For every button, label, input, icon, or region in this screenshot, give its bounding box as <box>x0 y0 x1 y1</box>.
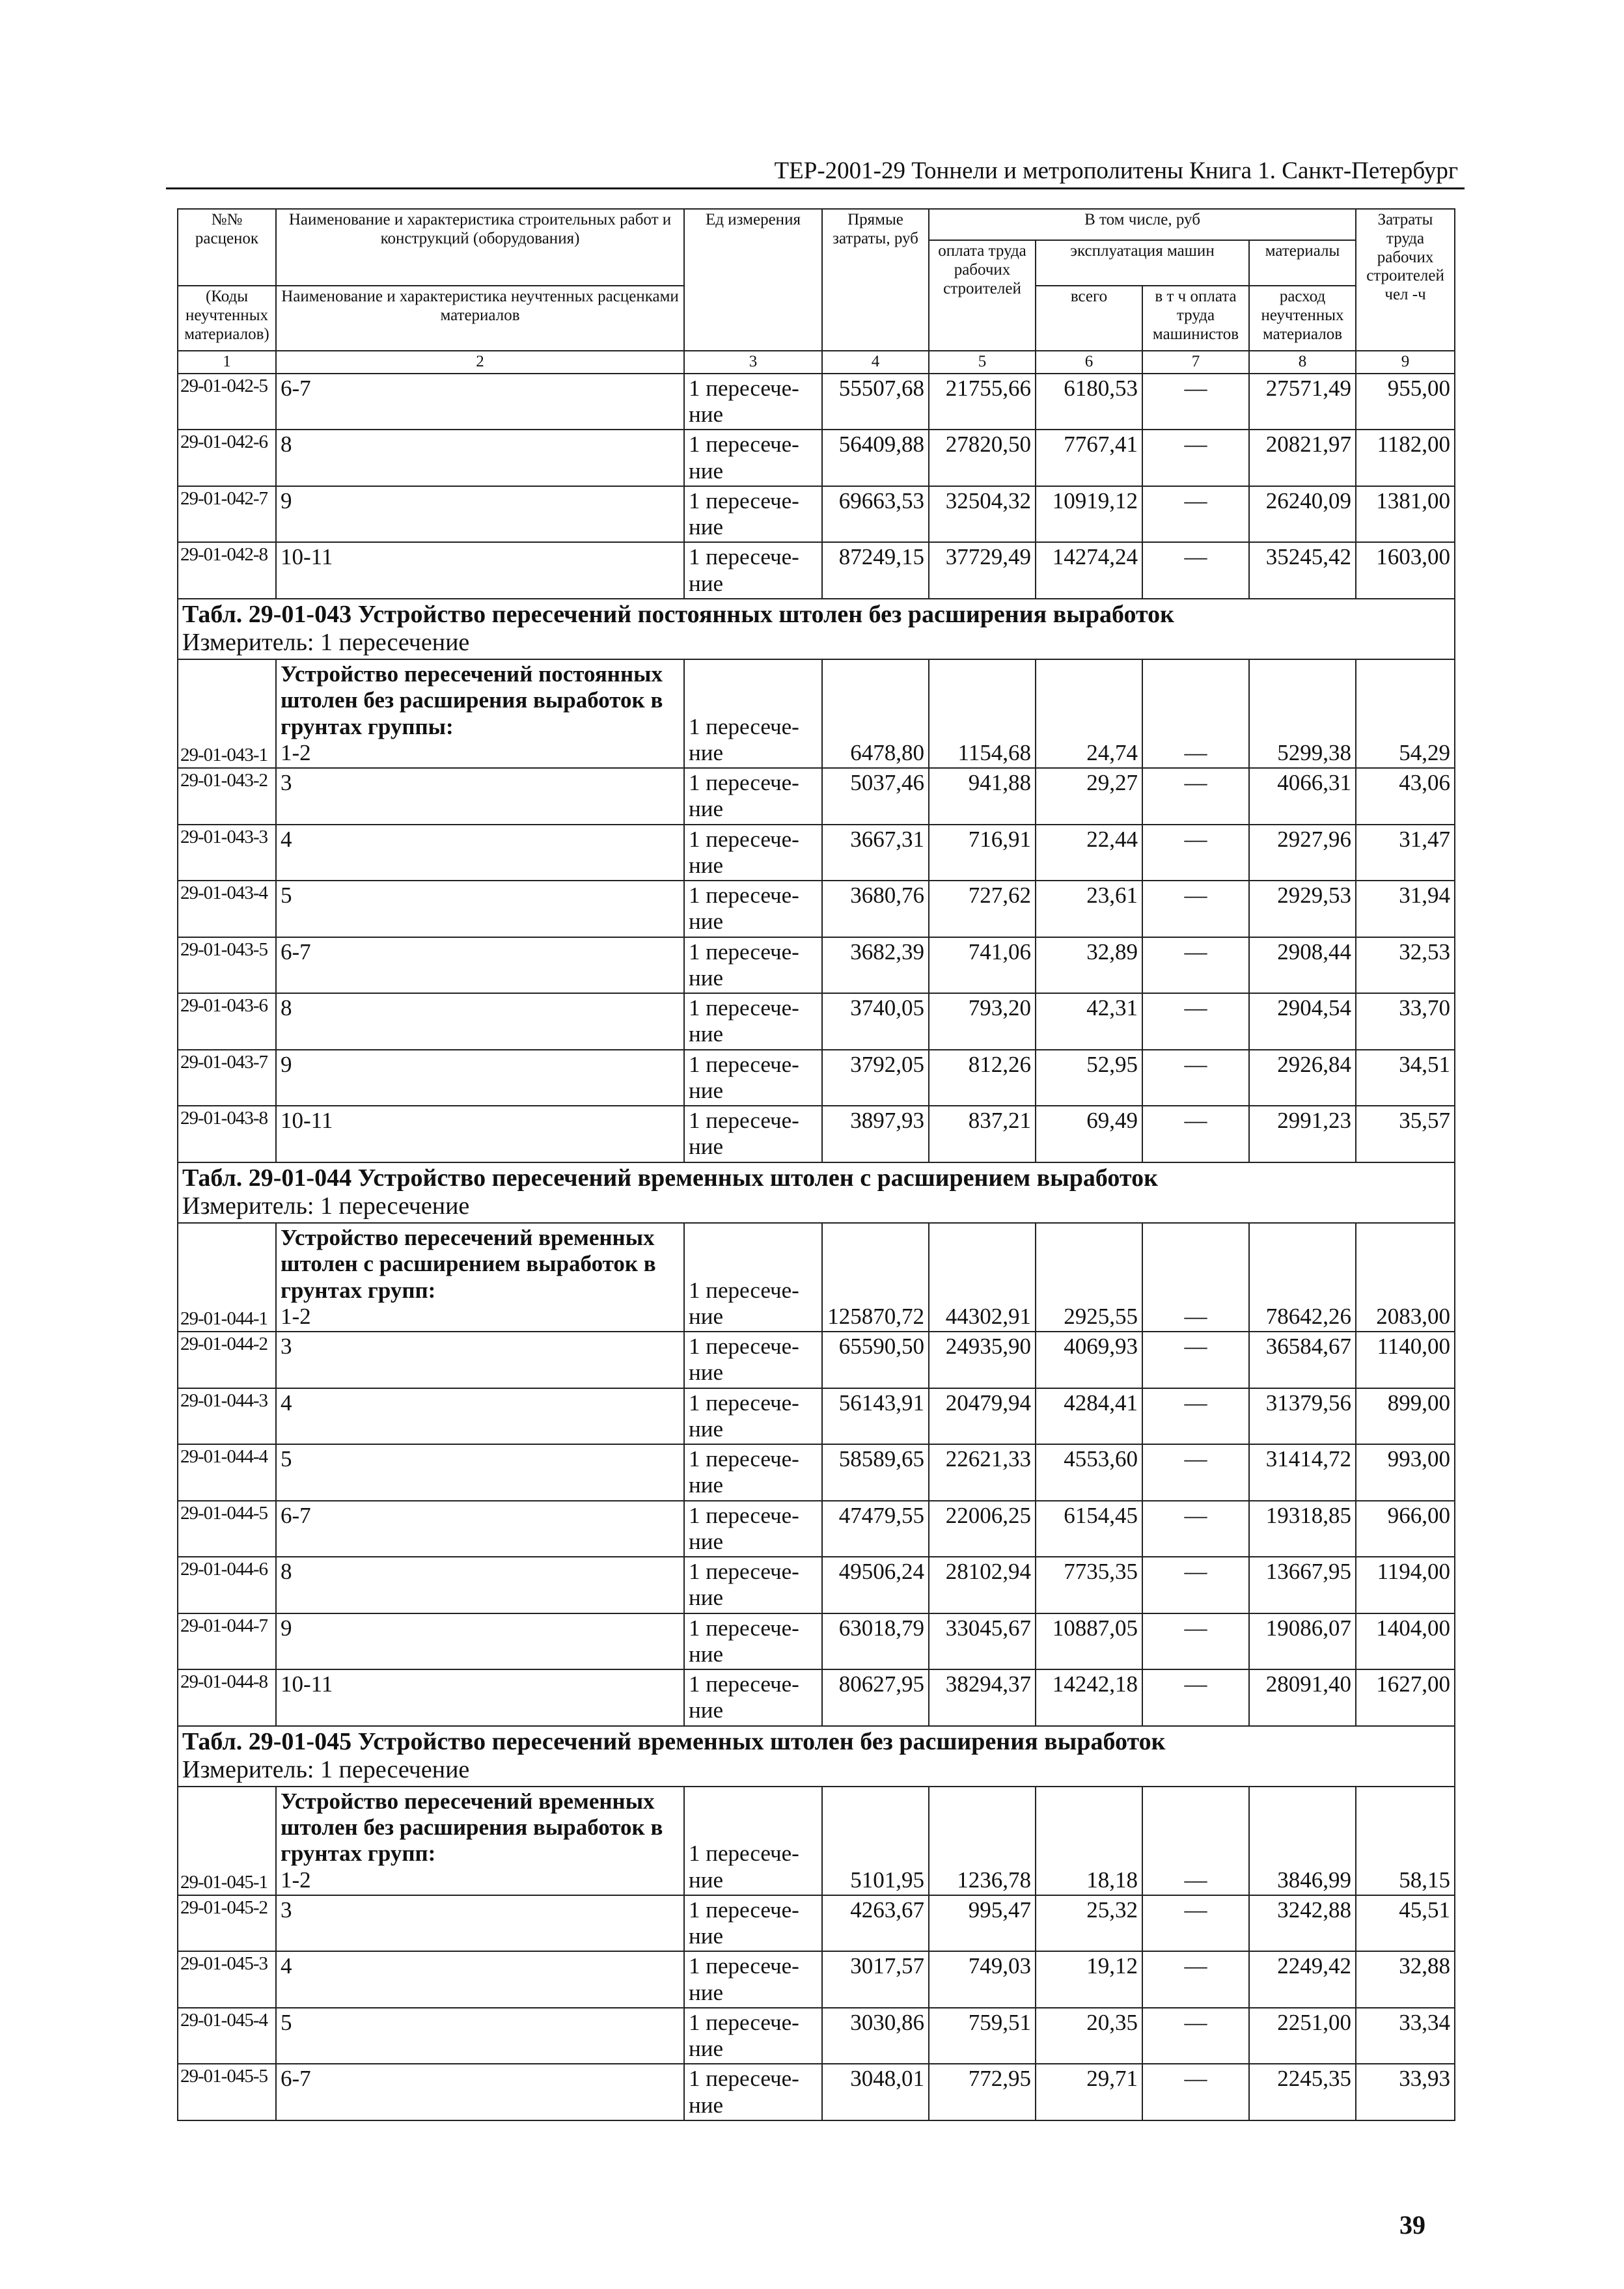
operator-cost: — <box>1142 2008 1249 2064</box>
table-row <box>178 2008 1455 2064</box>
rate-unit: 1 пересече- ние <box>684 374 822 430</box>
operator-cost: — <box>1142 430 1249 486</box>
rate-name: 3 <box>276 1895 684 1952</box>
operator-cost: — <box>1142 1787 1249 1895</box>
labor-cost: 20479,94 <box>929 1388 1036 1445</box>
rate-unit: 1 пересече- ние <box>684 1501 822 1557</box>
machine-cost: 24,74 <box>1036 659 1142 768</box>
labor-cost: 1154,68 <box>929 659 1036 768</box>
table-row <box>178 659 1455 768</box>
rate-name: 10-11 <box>276 542 684 599</box>
rate-code: 29-01-045-2 <box>178 1895 276 1952</box>
direct-cost: 56143,91 <box>822 1388 929 1445</box>
col-code-bottom: (Коды неучтенных материалов) <box>178 286 276 351</box>
rate-unit: 1 пересече- ние <box>684 2008 822 2064</box>
operator-cost: — <box>1142 881 1249 937</box>
rate-name <box>276 1223 684 1332</box>
machine-cost: 6180,53 <box>1036 374 1142 430</box>
machine-cost: 29,27 <box>1036 768 1142 825</box>
material-cost: 5299,38 <box>1249 659 1356 768</box>
material-cost: 36584,67 <box>1249 1332 1356 1388</box>
section-meter: Измеритель: 1 пересечение <box>182 1756 470 1784</box>
labor-cost: 749,03 <box>929 1951 1036 2008</box>
material-cost: 2908,44 <box>1249 937 1356 994</box>
table-row <box>178 825 1455 881</box>
direct-cost: 65590,50 <box>822 1332 929 1388</box>
labor-cost: 22621,33 <box>929 1444 1036 1501</box>
labor-cost: 772,95 <box>929 2064 1036 2120</box>
operator-cost: — <box>1142 1106 1249 1162</box>
section-title-cell <box>178 1162 1455 1223</box>
col-number: 5 <box>929 351 1036 374</box>
operator-cost: — <box>1142 768 1249 825</box>
machine-cost: 10919,12 <box>1036 486 1142 543</box>
labor-hours: 45,51 <box>1356 1895 1455 1952</box>
rate-unit: 1 пересече- ние <box>684 1895 822 1952</box>
table-row <box>178 1557 1455 1613</box>
material-cost: 3242,88 <box>1249 1895 1356 1952</box>
rate-code: 29-01-044-5 <box>178 1501 276 1557</box>
rate-code: 29-01-043-7 <box>178 1050 276 1106</box>
operator-cost: — <box>1142 2064 1249 2120</box>
rate-name: 6-7 <box>276 374 684 430</box>
direct-cost: 3897,93 <box>822 1106 929 1162</box>
labor-cost: 812,26 <box>929 1050 1036 1106</box>
material-cost: 4066,31 <box>1249 768 1356 825</box>
col-materials-top: материалы <box>1249 240 1356 286</box>
labor-hours: 1140,00 <box>1356 1332 1455 1388</box>
col-name-top: Наименование и характеристика строительных работ и конструкций (оборудования) <box>276 209 684 286</box>
rate-unit: 1 пересече- ние <box>684 937 822 994</box>
header-row-1 <box>178 209 1455 240</box>
rate-code: 29-01-044-3 <box>178 1388 276 1445</box>
machine-cost: 32,89 <box>1036 937 1142 994</box>
rate-unit: 1 пересече- ние <box>684 1332 822 1388</box>
machine-cost: 14242,18 <box>1036 1669 1142 1726</box>
rate-code: 29-01-045-3 <box>178 1951 276 2008</box>
labor-hours: 1404,00 <box>1356 1613 1455 1670</box>
rate-unit: 1 пересече- ние <box>684 1223 822 1332</box>
col-name-bottom: Наименование и характеристика неучтенных расценками материалов <box>276 286 684 351</box>
table-row <box>178 1613 1455 1670</box>
direct-cost: 87249,15 <box>822 542 929 599</box>
table-row <box>178 1050 1455 1106</box>
rate-unit: 1 пересече- ние <box>684 881 822 937</box>
labor-cost: 27820,50 <box>929 430 1036 486</box>
labor-hours: 34,51 <box>1356 1050 1455 1106</box>
material-cost: 2904,54 <box>1249 993 1356 1050</box>
rate-name: 4 <box>276 1388 684 1445</box>
rate-code: 29-01-042-6 <box>178 430 276 486</box>
operator-cost: — <box>1142 825 1249 881</box>
col-number: 9 <box>1356 351 1455 374</box>
direct-cost: 3792,05 <box>822 1050 929 1106</box>
table-row <box>178 1106 1455 1162</box>
labor-hours: 993,00 <box>1356 1444 1455 1501</box>
col-machines: всего <box>1036 286 1142 351</box>
table-row <box>178 486 1455 543</box>
col-unit: Ед измерения <box>684 209 822 351</box>
section-title-cell <box>178 599 1455 659</box>
labor-hours: 58,15 <box>1356 1787 1455 1895</box>
col-number: 3 <box>684 351 822 374</box>
labor-cost: 33045,67 <box>929 1613 1036 1670</box>
section-title-cell <box>178 1726 1455 1787</box>
table-row <box>178 1669 1455 1726</box>
rate-code: 29-01-044-2 <box>178 1332 276 1388</box>
labor-cost: 759,51 <box>929 2008 1036 2064</box>
rate-name: 6-7 <box>276 1501 684 1557</box>
col-labor: оплата труда рабочих строителей <box>929 240 1036 351</box>
material-cost: 13667,95 <box>1249 1557 1356 1613</box>
machine-cost: 7735,35 <box>1036 1557 1142 1613</box>
machine-cost: 4553,60 <box>1036 1444 1142 1501</box>
table-row <box>178 1951 1455 2008</box>
rate-unit: 1 пересече- ние <box>684 1106 822 1162</box>
direct-cost: 80627,95 <box>822 1669 929 1726</box>
direct-cost: 3740,05 <box>822 993 929 1050</box>
operator-cost: — <box>1142 542 1249 599</box>
rate-unit: 1 пересече- ние <box>684 659 822 768</box>
direct-cost: 5101,95 <box>822 1787 929 1895</box>
labor-hours: 966,00 <box>1356 1501 1455 1557</box>
col-number: 6 <box>1036 351 1142 374</box>
rate-code: 29-01-043-6 <box>178 993 276 1050</box>
machine-cost: 19,12 <box>1036 1951 1142 2008</box>
material-cost: 2251,00 <box>1249 2008 1356 2064</box>
table-row <box>178 374 1455 430</box>
col-number: 1 <box>178 351 276 374</box>
labor-hours: 43,06 <box>1356 768 1455 825</box>
machine-cost: 20,35 <box>1036 2008 1142 2064</box>
col-number: 4 <box>822 351 929 374</box>
material-cost: 2929,53 <box>1249 881 1356 937</box>
direct-cost: 3048,01 <box>822 2064 929 2120</box>
machine-cost: 18,18 <box>1036 1787 1142 1895</box>
labor-cost: 28102,94 <box>929 1557 1036 1613</box>
rate-unit: 1 пересече- ние <box>684 1444 822 1501</box>
rate-name <box>276 1787 684 1895</box>
running-header <box>166 155 1465 189</box>
rate-unit: 1 пересече- ние <box>684 1951 822 2008</box>
operator-cost: — <box>1142 1557 1249 1613</box>
direct-cost: 3030,86 <box>822 2008 929 2064</box>
rate-unit: 1 пересече- ние <box>684 2064 822 2120</box>
rate-code: 29-01-044-8 <box>178 1669 276 1726</box>
machine-cost: 2925,55 <box>1036 1223 1142 1332</box>
rate-code: 29-01-045-4 <box>178 2008 276 2064</box>
rate-name: 10-11 <box>276 1106 684 1162</box>
rate-code: 29-01-043-8 <box>178 1106 276 1162</box>
col-group: В том числе, руб <box>929 209 1356 240</box>
labor-hours: 2083,00 <box>1356 1223 1455 1332</box>
group-title: Устройство пересечений временных штолен с расширением выработок в грунтах групп: <box>281 1225 656 1303</box>
labor-cost: 22006,25 <box>929 1501 1036 1557</box>
rate-name: 3 <box>276 1332 684 1388</box>
labor-cost: 837,21 <box>929 1106 1036 1162</box>
direct-cost: 5037,46 <box>822 768 929 825</box>
col-number: 7 <box>1142 351 1249 374</box>
rate-code: 29-01-042-7 <box>178 486 276 543</box>
rate-unit: 1 пересече- ние <box>684 1050 822 1106</box>
rate-name: 9 <box>276 486 684 543</box>
operator-cost: — <box>1142 1895 1249 1952</box>
material-cost: 20821,97 <box>1249 430 1356 486</box>
rates-table <box>177 208 1455 2121</box>
operator-cost: — <box>1142 1050 1249 1106</box>
section-meter: Измеритель: 1 пересечение <box>182 1192 470 1220</box>
operator-cost: — <box>1142 1501 1249 1557</box>
labor-hours: 33,93 <box>1356 2064 1455 2120</box>
material-cost: 3846,99 <box>1249 1787 1356 1895</box>
table-row <box>178 1388 1455 1445</box>
section-title: Табл. 29-01-045 Устройство пересечений временных штолен без расширения выработок <box>182 1727 1166 1755</box>
rate-unit: 1 пересече- ние <box>684 542 822 599</box>
table-row <box>178 937 1455 994</box>
material-cost: 2927,96 <box>1249 825 1356 881</box>
direct-cost: 69663,53 <box>822 486 929 543</box>
rate-name: 4 <box>276 825 684 881</box>
machine-cost: 69,49 <box>1036 1106 1142 1162</box>
direct-cost: 49506,24 <box>822 1557 929 1613</box>
rate-name: 1-2 <box>281 1303 311 1329</box>
table-row <box>178 1223 1455 1332</box>
direct-cost: 3682,39 <box>822 937 929 994</box>
rate-name: 8 <box>276 993 684 1050</box>
rate-name: 5 <box>276 1444 684 1501</box>
labor-cost: 1236,78 <box>929 1787 1036 1895</box>
labor-hours: 31,47 <box>1356 825 1455 881</box>
material-cost: 28091,40 <box>1249 1669 1356 1726</box>
labor-cost: 727,62 <box>929 881 1036 937</box>
material-cost: 31379,56 <box>1249 1388 1356 1445</box>
labor-hours: 955,00 <box>1356 374 1455 430</box>
direct-cost: 56409,88 <box>822 430 929 486</box>
material-cost: 19086,07 <box>1249 1613 1356 1670</box>
labor-cost: 741,06 <box>929 937 1036 994</box>
operator-cost: — <box>1142 486 1249 543</box>
table-row <box>178 1787 1455 1895</box>
operator-cost: — <box>1142 1388 1249 1445</box>
rate-name: 5 <box>276 881 684 937</box>
machine-cost: 4284,41 <box>1036 1388 1142 1445</box>
direct-cost: 63018,79 <box>822 1613 929 1670</box>
rate-code: 29-01-044-1 <box>178 1223 276 1332</box>
direct-cost: 3017,57 <box>822 1951 929 2008</box>
rate-code: 29-01-043-5 <box>178 937 276 994</box>
direct-cost: 55507,68 <box>822 374 929 430</box>
machine-cost: 4069,93 <box>1036 1332 1142 1388</box>
material-cost: 35245,42 <box>1249 542 1356 599</box>
direct-cost: 58589,65 <box>822 1444 929 1501</box>
direct-cost: 6478,80 <box>822 659 929 768</box>
rate-code: 29-01-045-5 <box>178 2064 276 2120</box>
labor-hours: 54,29 <box>1356 659 1455 768</box>
labor-hours: 1194,00 <box>1356 1557 1455 1613</box>
column-numbers-row <box>178 351 1455 374</box>
operator-cost: — <box>1142 1669 1249 1726</box>
table-row <box>178 768 1455 825</box>
section-title-row <box>178 1726 1455 1787</box>
page-number: 39 <box>1399 2210 1425 2240</box>
rate-name: 1-2 <box>281 1867 311 1893</box>
rate-unit: 1 пересече- ние <box>684 1787 822 1895</box>
table-row <box>178 993 1455 1050</box>
operator-cost: — <box>1142 937 1249 994</box>
labor-cost: 37729,49 <box>929 542 1036 599</box>
machine-cost: 22,44 <box>1036 825 1142 881</box>
rate-name: 1-2 <box>281 739 311 765</box>
col-code-top: №№ расценок <box>178 209 276 286</box>
direct-cost: 4263,67 <box>822 1895 929 1952</box>
rate-code: 29-01-043-2 <box>178 768 276 825</box>
operator-cost: — <box>1142 1444 1249 1501</box>
section-title-row <box>178 1162 1455 1223</box>
col-number: 8 <box>1249 351 1356 374</box>
rate-code: 29-01-044-7 <box>178 1613 276 1670</box>
rate-unit: 1 пересече- ние <box>684 993 822 1050</box>
group-title: Устройство пересечений временных штолен без расширения выработок в грунтах групп: <box>281 1788 663 1867</box>
labor-hours: 33,70 <box>1356 993 1455 1050</box>
rate-unit: 1 пересече- ние <box>684 1388 822 1445</box>
table-row <box>178 430 1455 486</box>
rate-name: 10-11 <box>276 1669 684 1726</box>
labor-hours: 32,53 <box>1356 937 1455 994</box>
labor-hours: 1627,00 <box>1356 1669 1455 1726</box>
labor-cost: 793,20 <box>929 993 1036 1050</box>
operator-cost: — <box>1142 659 1249 768</box>
direct-cost: 47479,55 <box>822 1501 929 1557</box>
rate-name: 6-7 <box>276 2064 684 2120</box>
section-title: Табл. 29-01-043 Устройство пересечений постоянных штолен без расширения выработок <box>182 600 1175 628</box>
labor-hours: 31,94 <box>1356 881 1455 937</box>
labor-hours: 1381,00 <box>1356 486 1455 543</box>
rate-code: 29-01-042-5 <box>178 374 276 430</box>
labor-hours: 35,57 <box>1356 1106 1455 1162</box>
rate-name: 4 <box>276 1951 684 2008</box>
labor-cost: 24935,90 <box>929 1332 1036 1388</box>
labor-hours: 33,34 <box>1356 2008 1455 2064</box>
group-title: Устройство пересечений постоянных штолен без расширения выработок в грунтах группы: <box>281 661 663 739</box>
operator-cost: — <box>1142 993 1249 1050</box>
rate-name: 8 <box>276 1557 684 1613</box>
machine-cost: 23,61 <box>1036 881 1142 937</box>
material-cost: 2245,35 <box>1249 2064 1356 2120</box>
rate-code: 29-01-042-8 <box>178 542 276 599</box>
rate-name: 8 <box>276 430 684 486</box>
material-cost: 2249,42 <box>1249 1951 1356 2008</box>
rate-unit: 1 пересече- ние <box>684 825 822 881</box>
labor-hours: 899,00 <box>1356 1388 1455 1445</box>
rate-unit: 1 пересече- ние <box>684 1613 822 1670</box>
labor-hours: 32,88 <box>1356 1951 1455 2008</box>
rate-unit: 1 пересече- ние <box>684 768 822 825</box>
rate-unit: 1 пересече- ние <box>684 1669 822 1726</box>
rate-name: 3 <box>276 768 684 825</box>
material-cost: 31414,72 <box>1249 1444 1356 1501</box>
operator-cost: — <box>1142 1223 1249 1332</box>
labor-hours: 1182,00 <box>1356 430 1455 486</box>
labor-hours: 1603,00 <box>1356 542 1455 599</box>
material-cost: 26240,09 <box>1249 486 1356 543</box>
machine-cost: 29,71 <box>1036 2064 1142 2120</box>
operator-cost: — <box>1142 374 1249 430</box>
rate-name: 9 <box>276 1050 684 1106</box>
table-row <box>178 1895 1455 1952</box>
header-title: ТЕР-2001-29 Тоннели и метрополитены Книга 1. Санкт-Петербург <box>774 158 1458 184</box>
col-direct: Прямые затраты, руб <box>822 209 929 351</box>
table-row <box>178 2064 1455 2120</box>
rate-unit: 1 пересече- ние <box>684 430 822 486</box>
table-row <box>178 881 1455 937</box>
machine-cost: 10887,05 <box>1036 1613 1142 1670</box>
material-cost: 2926,84 <box>1249 1050 1356 1106</box>
labor-cost: 21755,66 <box>929 374 1036 430</box>
section-title-row <box>178 599 1455 659</box>
operator-cost: — <box>1142 1613 1249 1670</box>
rate-code: 29-01-044-4 <box>178 1444 276 1501</box>
rate-code: 29-01-043-1 <box>178 659 276 768</box>
direct-cost: 3680,76 <box>822 881 929 937</box>
machine-cost: 7767,41 <box>1036 430 1142 486</box>
labor-cost: 44302,91 <box>929 1223 1036 1332</box>
col-materials-bottom: расход неучтенных материалов <box>1249 286 1356 351</box>
rate-name <box>276 659 684 768</box>
labor-cost: 716,91 <box>929 825 1036 881</box>
machine-cost: 52,95 <box>1036 1050 1142 1106</box>
labor-cost: 995,47 <box>929 1895 1036 1952</box>
direct-cost: 3667,31 <box>822 825 929 881</box>
col-number: 2 <box>276 351 684 374</box>
rate-code: 29-01-044-6 <box>178 1557 276 1613</box>
table-row <box>178 1501 1455 1557</box>
labor-cost: 38294,37 <box>929 1669 1036 1726</box>
section-title: Табл. 29-01-044 Устройство пересечений временных штолен с расширением выработок <box>182 1164 1158 1192</box>
machine-cost: 42,31 <box>1036 993 1142 1050</box>
rate-name: 5 <box>276 2008 684 2064</box>
material-cost: 2991,23 <box>1249 1106 1356 1162</box>
material-cost: 19318,85 <box>1249 1501 1356 1557</box>
machine-cost: 25,32 <box>1036 1895 1142 1952</box>
machine-cost: 6154,45 <box>1036 1501 1142 1557</box>
direct-cost: 125870,72 <box>822 1223 929 1332</box>
rate-unit: 1 пересече- ние <box>684 1557 822 1613</box>
rate-code: 29-01-043-3 <box>178 825 276 881</box>
material-cost: 27571,49 <box>1249 374 1356 430</box>
rate-code: 29-01-043-4 <box>178 881 276 937</box>
labor-cost: 941,88 <box>929 768 1036 825</box>
rate-name: 9 <box>276 1613 684 1670</box>
operator-cost: — <box>1142 1951 1249 2008</box>
rate-code: 29-01-045-1 <box>178 1787 276 1895</box>
section-meter: Измеритель: 1 пересечение <box>182 629 470 657</box>
operator-cost: — <box>1142 1332 1249 1388</box>
machine-cost: 14274,24 <box>1036 542 1142 599</box>
table-row <box>178 542 1455 599</box>
col-hours: Затраты труда рабочих строителей чел -ч <box>1356 209 1455 351</box>
rate-name: 6-7 <box>276 937 684 994</box>
col-machines-group: эксплуатация машин <box>1036 240 1249 286</box>
material-cost: 78642,26 <box>1249 1223 1356 1332</box>
table-row <box>178 1444 1455 1501</box>
table-row <box>178 1332 1455 1388</box>
labor-cost: 32504,32 <box>929 486 1036 543</box>
rate-unit: 1 пересече- ние <box>684 486 822 543</box>
col-operators: в т ч оплата труда машинистов <box>1142 286 1249 351</box>
